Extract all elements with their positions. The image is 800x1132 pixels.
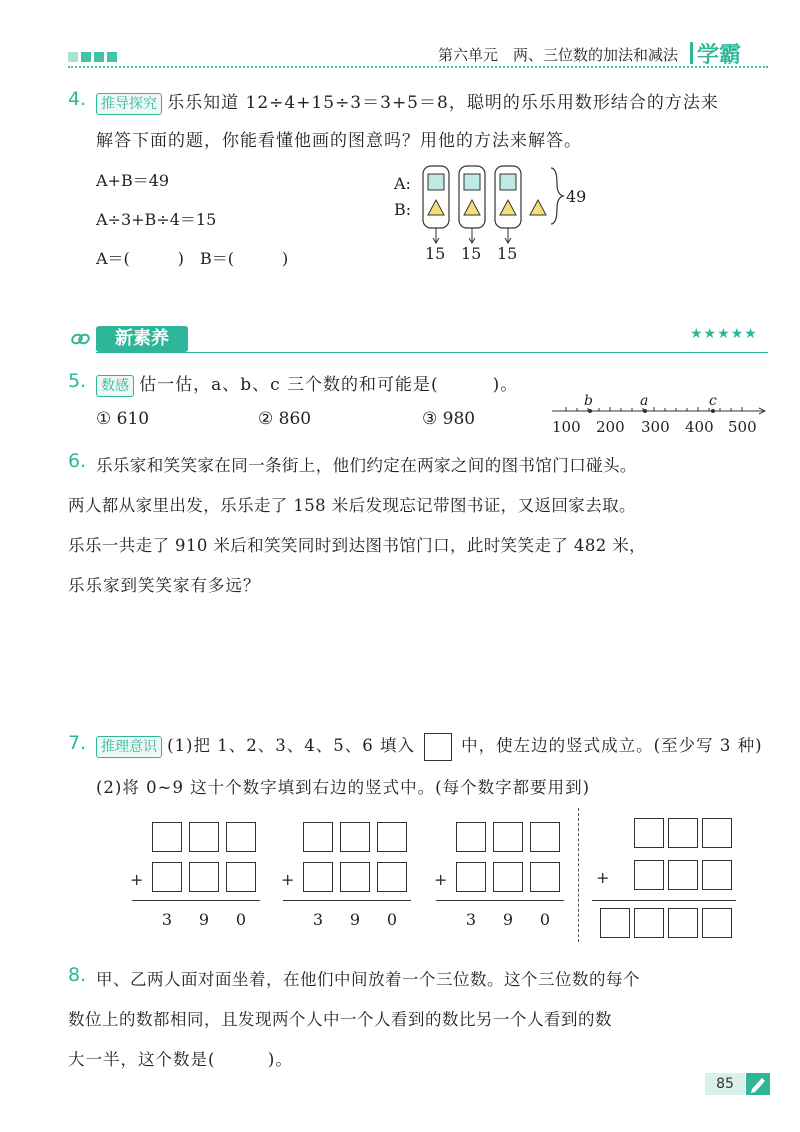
q5-option-3: ③ 980 — [422, 409, 476, 429]
q5-text: 估一估，a、b、c 三个数的和可能是( )。 — [139, 375, 519, 395]
numberline-tick-label: 100 — [552, 418, 581, 436]
numberline-letter-c: c — [709, 393, 717, 409]
digit-box[interactable] — [152, 862, 182, 892]
digit-box[interactable] — [456, 822, 486, 852]
diagram-total: 49 — [566, 187, 587, 206]
q5-number-line — [550, 394, 770, 416]
digit-box[interactable] — [600, 908, 630, 938]
q5-tag: 数感 — [96, 375, 134, 397]
unit-title: 第六单元 两、三位数的加法和减法 — [438, 46, 679, 64]
q7-part2: (2)将 0~9 这十个数字填到右边的竖式中。(每个数字都要用到) — [96, 778, 591, 797]
diagram-group-value: 15 — [497, 244, 518, 263]
section-underline — [96, 352, 768, 353]
column-separator — [578, 808, 579, 942]
digit-box[interactable] — [189, 822, 219, 852]
digit-box[interactable] — [456, 862, 486, 892]
digit-box[interactable] — [377, 822, 407, 852]
digit-box[interactable] — [668, 818, 698, 848]
q7-part1-a: (1)把 1、2、3、4、5、6 填入 — [167, 736, 415, 755]
q4-tag: 推导探究 — [96, 93, 162, 115]
digit-box[interactable] — [377, 862, 407, 892]
digit-box[interactable] — [226, 862, 256, 892]
result-digit: 3 — [312, 910, 324, 929]
plus-sign: + — [596, 868, 610, 887]
digit-box[interactable] — [702, 818, 732, 848]
digit-box[interactable] — [493, 862, 523, 892]
plus-sign: + — [281, 870, 295, 889]
result-digit: 0 — [386, 910, 398, 929]
q6-line2: 两人都从家里出发，乐乐走了 158 米后发现忘记带图书证，又返回家去取。 — [68, 496, 636, 515]
header-divider — [68, 66, 768, 68]
numberline-tick-label: 400 — [685, 418, 714, 436]
diagram-group-value: 15 — [425, 244, 446, 263]
q4-line1: 乐乐知道 12÷4+15÷3＝3+5＝8，聪明的乐乐用数形结合的方法来 — [167, 93, 719, 113]
q7-row1 — [96, 732, 763, 761]
plus-sign: + — [130, 870, 144, 889]
sum-line — [436, 900, 564, 901]
digit-box[interactable] — [303, 862, 333, 892]
numberline-letter-a: a — [640, 393, 649, 409]
pencil-icon — [746, 1073, 770, 1095]
digit-box[interactable] — [634, 908, 664, 938]
numberline-tick-label: 300 — [641, 418, 670, 436]
q5-option-2: ② 860 — [258, 409, 312, 429]
q4-answer-blanks: A＝( ) B＝( ) — [96, 249, 289, 268]
diagram-group-value: 15 — [461, 244, 482, 263]
digit-box[interactable] — [303, 822, 333, 852]
digit-box[interactable] — [152, 822, 182, 852]
q4-row1 — [96, 88, 719, 115]
result-digit: 3 — [465, 910, 477, 929]
result-digit: 9 — [349, 910, 361, 929]
q5-number: 5. — [68, 370, 87, 392]
q7-tag: 推理意识 — [96, 736, 162, 758]
q7-number: 7. — [68, 732, 87, 754]
result-digit: 9 — [198, 910, 210, 929]
digit-box[interactable] — [340, 822, 370, 852]
q4-line2: 解答下面的题，你能看懂他画的图意吗？用他的方法来解答。 — [96, 131, 582, 151]
q8-line3: 大一半，这个数是( )。 — [68, 1050, 293, 1069]
header-decoration — [68, 52, 117, 62]
digit-box[interactable] — [702, 908, 732, 938]
q4-number: 4. — [68, 88, 87, 110]
q8-line1: 甲、乙两人面对面坐着，在他们中间放着一个三位数。这个三位数的每个 — [96, 970, 640, 989]
sum-line — [283, 900, 411, 901]
brand-divider — [690, 42, 693, 64]
digit-box[interactable] — [189, 862, 219, 892]
diagram-label-a: A: — [394, 174, 411, 193]
result-digit: 0 — [539, 910, 551, 929]
page-number: 85 — [705, 1073, 745, 1095]
sum-line — [592, 900, 736, 901]
digit-box[interactable] — [668, 860, 698, 890]
diagram-label-b: B: — [394, 200, 412, 219]
q7-part1-b: 中，使左边的竖式成立。(至少写 3 种) — [461, 736, 763, 755]
digit-box[interactable] — [668, 908, 698, 938]
digit-box[interactable] — [530, 862, 560, 892]
q5-option-1: ① 610 — [96, 409, 150, 429]
sum-line — [132, 900, 260, 901]
q4-equation-2: A÷3+B÷4＝15 — [96, 210, 217, 229]
q4-equation-1: A+B＝49 — [96, 171, 170, 190]
digit-box[interactable] — [634, 818, 664, 848]
q6-line4: 乐乐家到笑笑家有多远？ — [68, 576, 261, 595]
q7-inline-box — [424, 733, 452, 761]
numberline-tick-label: 200 — [596, 418, 625, 436]
q6-line1: 乐乐家和笑笑家在同一条街上，他们约定在两家之间的图书馆门口碰头。 — [96, 456, 637, 475]
brand-logo: 学霸 — [697, 43, 742, 68]
result-digit: 9 — [502, 910, 514, 929]
plus-sign: + — [434, 870, 448, 889]
q6-number: 6. — [68, 450, 87, 472]
numberline-tick-label: 500 — [728, 418, 757, 436]
q5-row — [96, 370, 518, 397]
result-digit: 0 — [235, 910, 247, 929]
q8-line2: 数位上的数都相同，且发现两个人中一个人看到的数比另一个人看到的数 — [68, 1010, 612, 1029]
q8-number: 8. — [68, 964, 87, 986]
result-digit: 3 — [161, 910, 173, 929]
difficulty-stars: ★★★★★ — [690, 326, 758, 342]
section-title: 新素养 — [96, 326, 188, 352]
digit-box[interactable] — [530, 822, 560, 852]
digit-box[interactable] — [493, 822, 523, 852]
link-icon — [70, 330, 92, 348]
q6-line3: 乐乐一共走了 910 米后和笑笑同时到达图书馆门口，此时笑笑走了 482 米， — [68, 536, 647, 555]
numberline-letter-b: b — [584, 393, 593, 409]
digit-box[interactable] — [340, 862, 370, 892]
digit-box[interactable] — [702, 860, 732, 890]
digit-box[interactable] — [634, 860, 664, 890]
digit-box[interactable] — [226, 822, 256, 852]
